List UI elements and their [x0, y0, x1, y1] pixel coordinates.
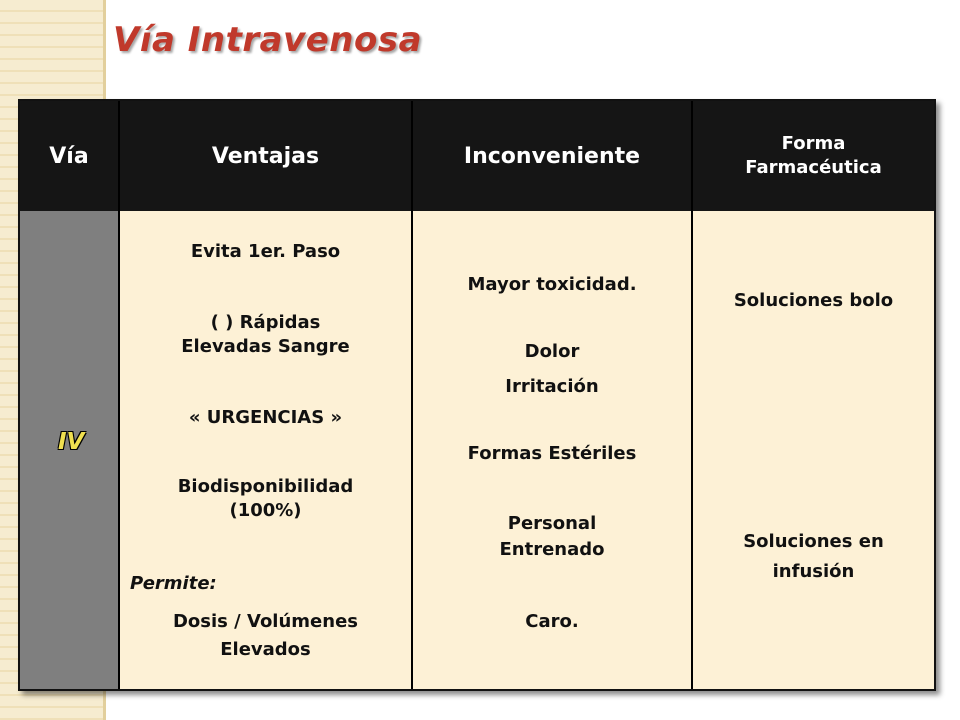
ventajas-line: Elevadas Sangre: [181, 336, 350, 357]
ventajas-line: (100%): [229, 500, 302, 521]
ventajas-line: Dosis / Volúmenes: [172, 611, 358, 632]
ventajas-line: Biodisponibilidad: [177, 476, 354, 497]
ventajas-line: ( ) Rápidas: [210, 312, 321, 333]
inconveniente-line: Entrenado: [499, 539, 605, 560]
via-iv-label: IV: [58, 429, 85, 455]
header-forma-farmaceutica: Forma Farmacéutica: [691, 101, 934, 211]
page-title: Vía Intravenosa: [113, 20, 423, 60]
inconveniente-line: Personal: [507, 513, 597, 534]
inconveniente-line: Caro.: [525, 611, 579, 632]
forma-line: Soluciones en: [743, 531, 884, 552]
via-cell: [20, 211, 118, 689]
header-ventajas: Ventajas: [118, 101, 411, 211]
inconveniente-line: Formas Estériles: [467, 443, 637, 464]
inconveniente-line: Dolor: [524, 341, 580, 362]
inconveniente-line: Mayor toxicidad.: [467, 274, 637, 295]
ventajas-line: Elevados: [220, 639, 311, 660]
ventajas-line: Evita 1er. Paso: [190, 241, 341, 262]
header-via: Vía: [20, 101, 118, 211]
ventajas-permite-label: Permite:: [130, 573, 217, 594]
ventajas-cell: [118, 211, 411, 689]
header-inconveniente: Inconveniente: [411, 101, 691, 211]
inconveniente-cell: [411, 211, 691, 689]
forma-cell: [691, 211, 934, 689]
ventajas-line: « URGENCIAS »: [188, 407, 343, 428]
forma-line: infusión: [772, 561, 855, 582]
forma-line: Soluciones bolo: [733, 290, 894, 311]
comparison-table: [18, 99, 936, 691]
inconveniente-line: Irritación: [505, 376, 599, 397]
